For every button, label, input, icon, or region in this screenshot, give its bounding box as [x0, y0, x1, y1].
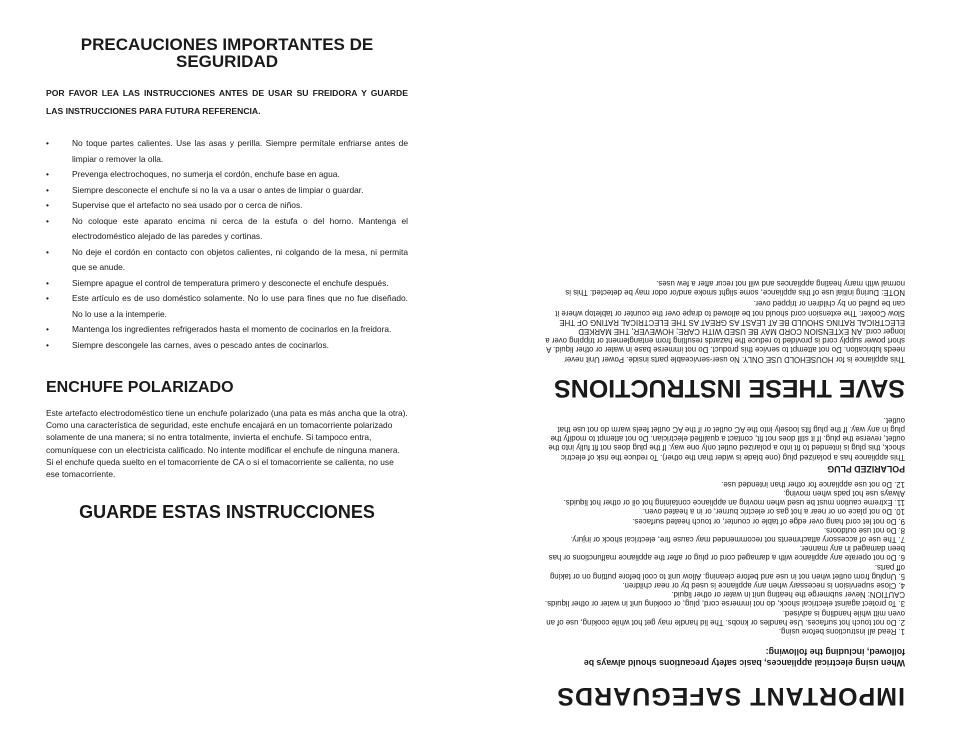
list-item: • No deje el cordón en contacto con objetos calientes, ni colgando de la mesa, ni permita que se anude. [46, 245, 408, 276]
english-column-rotated [545, 60, 905, 710]
list-item: 7. The use of accessory attachments not recommended may cause fire, electrical shock or injury. [570, 534, 905, 544]
list-item: • Siempre descongele las carnes, aves o pescado antes de cocinarlos. [46, 338, 408, 354]
safeguards-subtitle: When using electrical appliances, basic safety precautions should always be followed, including the following: [583, 647, 905, 668]
plug-text: Este artefacto electrodoméstico tiene un enchufe polarizado (una pata es más ancha que la otra). Como una característica de seguridad, este enchufe encajará en un tomacorriente polarizado solamente de una manera; si no entra totalmente, invierta el enchufe. Si tampoco entra, comuníquese con un electricista calificado. No intente modificar el enchufe de ninguna manera. Si el enchufe queda suelto en el tomacorriente de CA o si el tomacorriente se calienta, no use ese tomacorriente. [46, 408, 408, 480]
spanish-column [46, 36, 408, 523]
list-item: 4. Close supervision is necessary when any appliance is used by or near children. [622, 580, 905, 590]
safeguards-list [545, 480, 905, 636]
list-item: • Siempre desconecte el enchufe si no la va a usar o antes de limpiar o guardar. [46, 183, 408, 199]
save-instructions-heading: GUARDE ESTAS INSTRUCCIONES [79, 502, 375, 523]
list-item: 6. Do not operate any appliance with a damaged cord or plug or after the appliance malfunctions or has been damaged in any manner. [548, 544, 905, 563]
polarized-plug-heading: POLARIZED PLUG [827, 463, 905, 474]
precautions-list [46, 136, 408, 353]
intro-text: POR FAVOR LEA LAS INSTRUCCIONES ANTES DE USAR SU FREIDORA Y GUARDE LAS INSTRUCCIONES PARA FUTURA REFERENCIA. [46, 88, 408, 116]
list-item: 2. Do not touch hot surfaces. Use handles or knobs. The lid handle may get hot while cooking, use of an oven mitt while handling is advised. [546, 608, 905, 627]
list-item: • Este artículo es de uso doméstico solamente. No lo use para fines que no fue diseñado. No lo use a la intemperie. [46, 291, 408, 322]
plug-heading: ENCHUFE POLARIZADO [46, 379, 234, 396]
list-item: 9. Do not let cord hang over edge of table or counter, or touch heated surfaces. [632, 516, 905, 526]
save-these-instructions-heading: SAVE THESE INSTRUCTIONS [554, 373, 905, 402]
list-item: 10. Do not place on or near a hot gas or electric burner, or in a heated oven. [642, 507, 905, 517]
safeguards-title: IMPORTANT SAFEGUARDS [556, 682, 905, 710]
list-item: • Mantenga los ingredientes refrigerados hasta el momento de cocinarlos en la freidora. [46, 322, 408, 338]
page-title: PRECAUCIONES IMPORTANTES DE SEGURIDAD [80, 35, 374, 71]
household-use-text: This appliance is for HOUSEHOLD USE ONLY. No user-serviceable parts inside. Power Unit never needs lubrication. Do not attempt to service this product. Do not immerse base in water or other liquid. A short power supply cord is provided to reduce the hazards resulting from entanglement or tripping over a longer cord. AN EXTENSION CORD MAY BE USED WITH CARE; HOWEVER, THE MARKED ELECTRICAL RATING SHOULD BE AT LEAST AS GREAT AS THE ELECTRICAL RATING OF THE Slow Cooker. The extension cord should not be allowed to drape over the counter or tabletop where it can be pulled on by children or tripped over. [545, 299, 905, 364]
list-item: • Supervise que el artefacto no sea usado por o cerca de niños. [46, 198, 408, 214]
list-item: 3. To protect against electrical shock, do not immerse cord, plug, or cooking unit in water or other liquids. CAUTION: Never submerge the heating unit in water or other liquid. [545, 590, 905, 609]
list-item: • No coloque este aparato encima ni cerca de la estufa o del horno. Mantenga el electrodoméstico alejado de las paredes y cortinas. [46, 214, 408, 245]
list-item: • Prevenga electrochoques, no sumerja el cordón, enchufe base en agua. [46, 167, 408, 183]
list-item: 5. Unplug from outlet when not in use and before cleaning. Allow unit to cool before putting on or taking off parts. [550, 562, 905, 581]
polarized-plug-text: This appliance has a polarized plug (one blade is wider than the other). To reduce the risk of electric shock, this plug is intended to fit into a polarized outlet only one way. If the plug does not fit fully into the outlet, reverse the plug. If it still does not fit, contact a qualified electrician. Do not attempt to modify the plug in any way. If the plug fits loosely into the AC outlet or if the AC outlet feels warm do not use that outlet. [548, 415, 905, 462]
list-item: 11. Extreme caution must be used when moving an appliance containing hot oil or other hot liquids. Always use hot pads when moving. [563, 488, 905, 508]
list-item: • No toque partes calientes. Use las asas y perilla. Siempre permítale enfriarse antes de limpiar o remover la olla. [46, 136, 408, 167]
list-item: 8. Do not use outdoors. [823, 525, 905, 535]
note-text: NOTE: During initial use of this appliance, some slight smoke and/or odor may be detected. This is normal with many heating appliances and will not recur after a few uses. [565, 278, 905, 298]
list-item: 12. Do not use appliance for other than intended use. [721, 479, 905, 489]
list-item: • Siempre apague el control de temperatura primero y desconecte el enchufe después. [46, 276, 408, 292]
list-item: 1. Read all instructions before using. [778, 627, 905, 636]
